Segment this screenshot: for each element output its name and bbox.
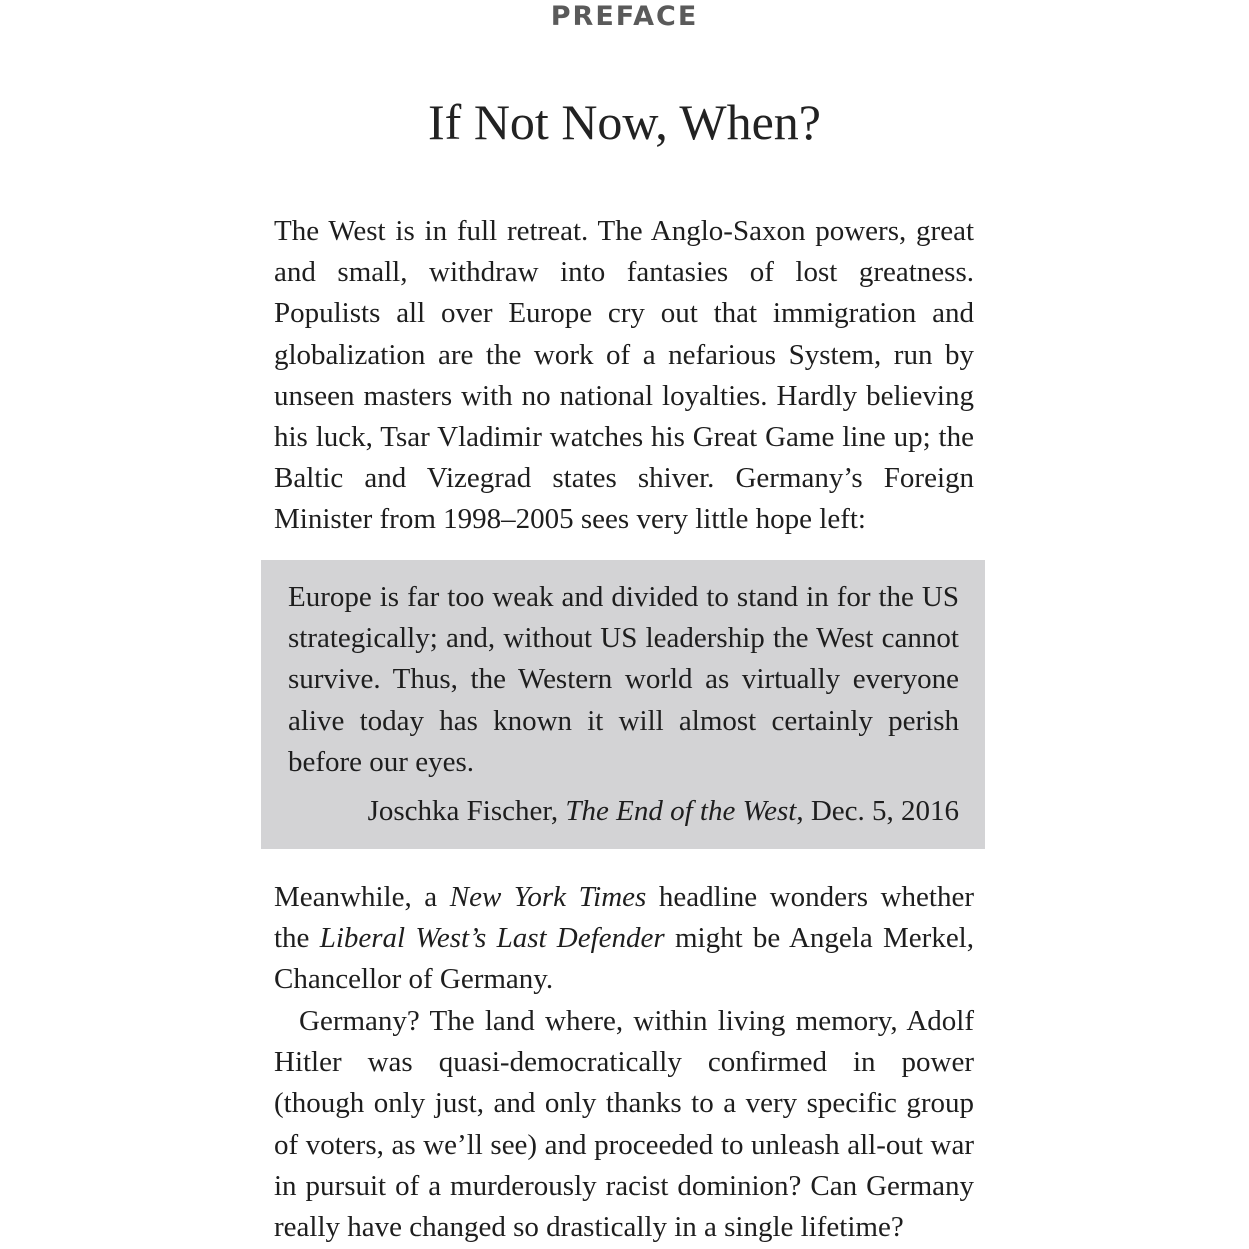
body-paragraph-3: Germany? The land where, within living memory, Adolf Hitler was quasi-democratically confirmed in power (though only just, and only thanks to a very specific group of voters, as we’ll see) and proceeded to unleash all-out war in pursuit of a murderously racist dominion? Can Germany really have changed so drastically in a single lifetime? bbox=[274, 1005, 974, 1244]
body-paragraph-1: The West is in full retreat. The Anglo-Saxon powers, great and small, withdraw into fantasies of lost greatness. Populists all over Europe cry out that immigration and globalization are the work of a nefarious System, run by unseen masters with no national loyalties. Hardly believing his luck, Tsar Vladimir watches his Great Game line up; the Baltic and Vizegrad states shiver. Germany’s Foreign Minister from 1998–2005 sees very little hope left: bbox=[274, 215, 974, 536]
paragraph-2-text-2: headline wonders whether the bbox=[274, 881, 974, 955]
newspaper-title: New York Times bbox=[449, 881, 647, 913]
quote-work-title: The End of the West bbox=[565, 795, 797, 828]
quote-date: , Dec. 5, 2016 bbox=[796, 795, 959, 828]
quote-author: Joschka Fischer, bbox=[367, 795, 559, 828]
paragraph-2-text-1: Meanwhile, a bbox=[274, 881, 450, 913]
paragraph-2-text-3: might be Angela Merkel, Chancellor of Germany. bbox=[274, 922, 974, 996]
quote-text: Europe is far too weak and divided to stand in for the US strategically; and, without US leadership the West cannot survive. Thus, the Western world as virtually everyone alive today has known it will almost certainly perish before our eyes. bbox=[288, 581, 959, 778]
chapter-title: If Not Now, When? bbox=[428, 94, 821, 150]
body-paragraph-2 bbox=[274, 877, 974, 1001]
quote-attribution bbox=[288, 791, 959, 832]
block-quote bbox=[261, 560, 985, 849]
headline-title: Liberal West’s Last Defender bbox=[319, 922, 665, 955]
section-label: PREFACE bbox=[550, 1, 699, 32]
